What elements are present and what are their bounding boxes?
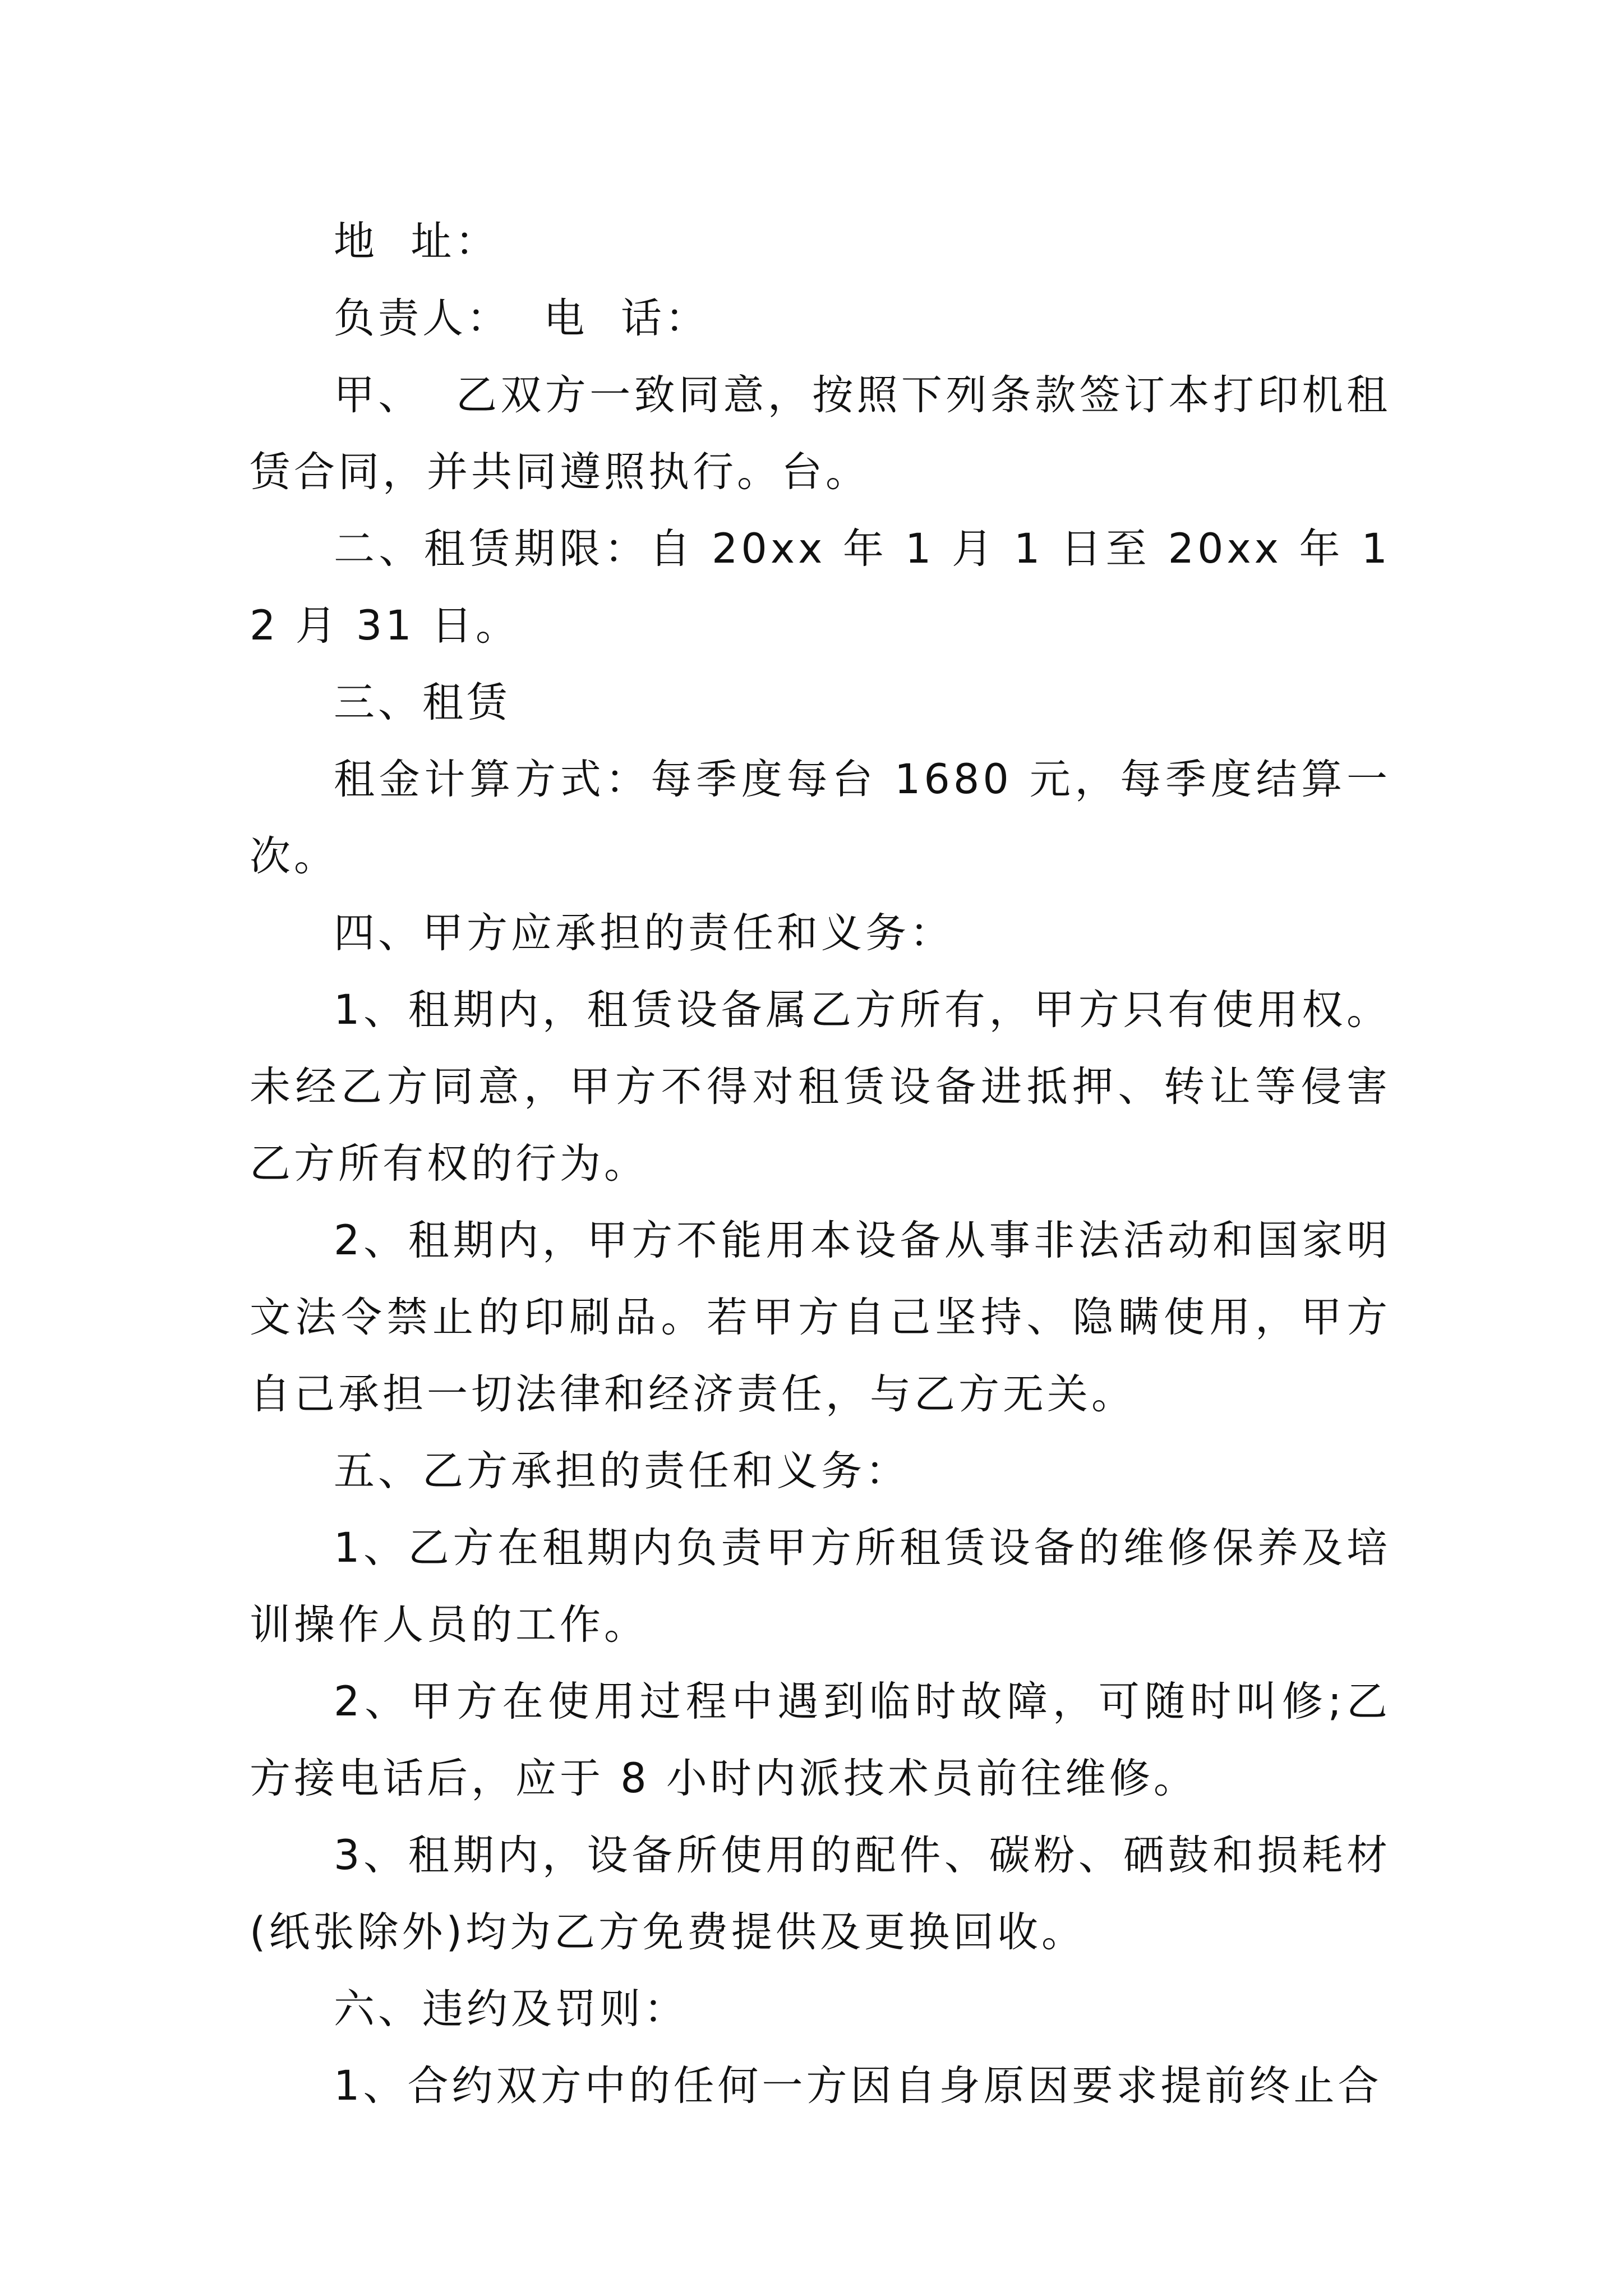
clause-lease-heading: 三、租赁	[334, 679, 511, 726]
document-body	[250, 203, 1391, 2124]
breach-clause-1: 1、合约双方中的任何一方因自身原因要求提前终止合	[334, 2062, 1382, 2110]
party-a-duty-1: 1、租期内，租赁设备属乙方所有，甲方只有使用权。未经乙方同意，甲方不得对租赁设备进抵押、转让等侵害乙方所有权的行为。	[250, 986, 1391, 1188]
breach-heading: 六、违约及罚则：	[334, 1985, 688, 2033]
address-line: 地 址：	[334, 218, 500, 265]
party-b-duty-1: 1、乙方在租期内负责甲方所租赁设备的维修保养及培训操作人员的工作。	[250, 1524, 1391, 1649]
agreement-intro: 甲、 乙双方一致同意，按照下列条款签订本打印机租赁合同，并共同遵照执行。台。	[250, 371, 1391, 496]
contact-line: 负责人： 电 话：	[334, 295, 709, 342]
clause-lease-term: 二、租赁期限：自 20xx 年 1 月 1 日至 20xx 年 12 月 31 日。	[250, 525, 1391, 650]
party-a-duty-2: 2、租期内，甲方不能用本设备从事非法活动和国家明文法令禁止的印刷品。若甲方自己坚持、隐瞒使用，甲方自己承担一切法律和经济责任，与乙方无关。	[250, 1217, 1391, 1418]
party-b-duties-heading: 五、乙方承担的责任和义务：	[334, 1447, 910, 1495]
party-b-duty-2: 2、甲方在使用过程中遇到临时故障，可随时叫修;乙方接电话后，应于 8 小时内派技术员前往维修。	[250, 1678, 1391, 1802]
party-b-duty-3: 3、租期内，设备所使用的配件、碳粉、硒鼓和损耗材(纸张除外)均为乙方免费提供及更换回收。	[250, 1832, 1391, 1956]
rent-calculation: 租金计算方式：每季度每台 1680 元，每季度结算一次。	[250, 756, 1391, 880]
party-a-duties-heading: 四、甲方应承担的责任和义务：	[334, 909, 954, 957]
